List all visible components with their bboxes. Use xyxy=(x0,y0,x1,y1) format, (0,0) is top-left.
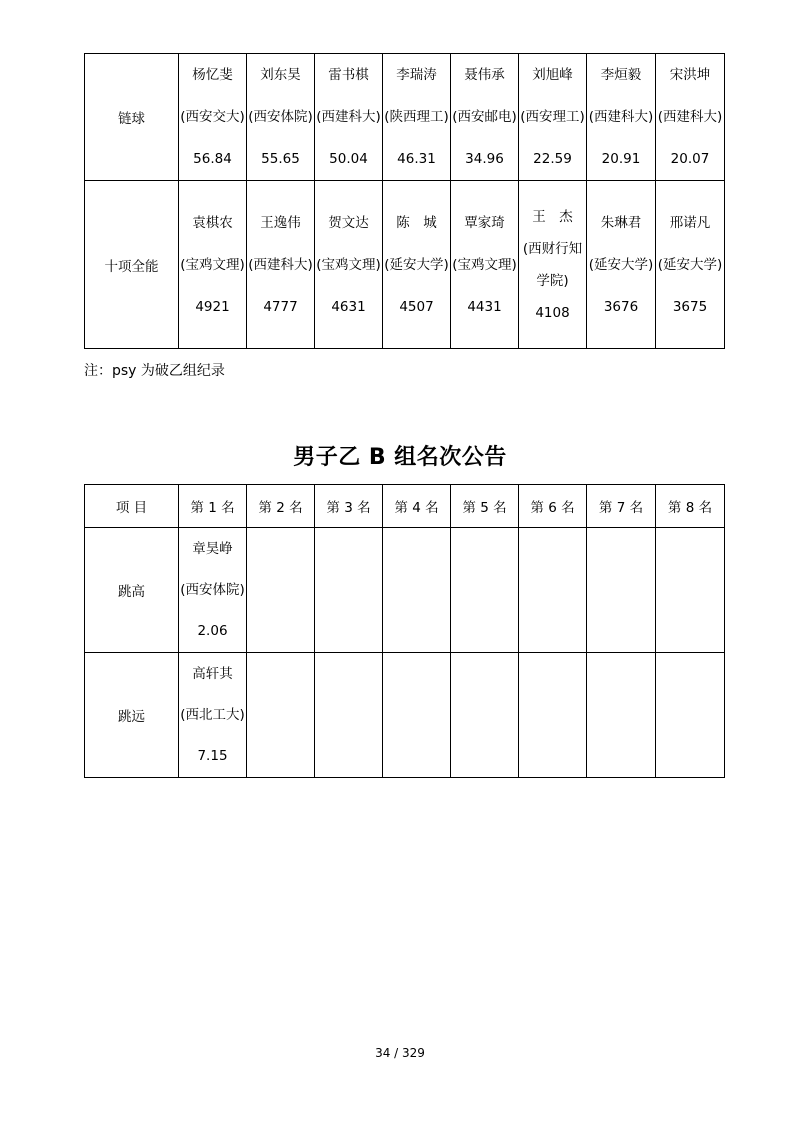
result-cell xyxy=(656,54,725,181)
column-header: 第 8 名 xyxy=(656,485,725,528)
result-cell xyxy=(315,181,383,349)
athlete-unit: (陕西理工) xyxy=(384,109,449,125)
athlete-unit: (西建科大) xyxy=(248,256,313,273)
athlete-mark: 34.96 xyxy=(465,151,504,167)
athlete-unit: (西安理工) xyxy=(520,109,585,125)
athlete-mark: 20.91 xyxy=(601,151,641,167)
athlete-name: 覃家琦 xyxy=(464,214,505,231)
footnote: 注：psy 为破乙组纪录 xyxy=(84,363,225,379)
athlete-mark: 4431 xyxy=(467,298,502,315)
athlete-name: 高轩其 xyxy=(192,665,233,682)
athlete-name: 章昊峥 xyxy=(192,540,233,557)
result-cell xyxy=(315,54,383,181)
column-header: 第 1 名 xyxy=(179,485,247,528)
athlete-name: 王逸伟 xyxy=(260,214,301,231)
athlete-unit: (西建科大) xyxy=(316,109,381,125)
athlete-mark: 2.06 xyxy=(197,622,228,639)
result-cell xyxy=(179,181,247,349)
empty-cell xyxy=(451,528,519,653)
empty-cell xyxy=(315,528,383,653)
athlete-unit: (西建科大) xyxy=(657,109,723,125)
result-cell xyxy=(179,528,247,653)
athlete-unit: (宝鸡文理) xyxy=(316,256,381,273)
athlete-unit: (西安体院) xyxy=(180,581,245,598)
result-cell xyxy=(519,181,587,349)
event-cell: 链球 xyxy=(85,54,179,181)
empty-cell xyxy=(587,653,656,778)
empty-cell xyxy=(587,528,656,653)
result-cell xyxy=(656,181,725,349)
result-cell xyxy=(383,181,451,349)
athlete-name: 贺文达 xyxy=(328,214,369,231)
empty-cell xyxy=(656,528,725,653)
athlete-mark: 7.15 xyxy=(197,747,228,764)
athlete-mark: 50.04 xyxy=(329,151,368,167)
result-cell xyxy=(179,54,247,181)
empty-cell xyxy=(519,653,587,778)
athlete-unit: (宝鸡文理) xyxy=(180,256,245,273)
athlete-name: 刘东昊 xyxy=(260,67,301,83)
athlete-mark: 4108 xyxy=(535,304,570,321)
athlete-unit: (西安交大) xyxy=(180,109,245,125)
result-cell xyxy=(247,181,315,349)
athlete-mark: 20.07 xyxy=(670,151,710,167)
column-header: 第 6 名 xyxy=(519,485,587,528)
athlete-unit: (西建科大) xyxy=(588,109,654,125)
empty-cell xyxy=(247,528,315,653)
empty-cell xyxy=(519,528,587,653)
result-cell xyxy=(451,54,519,181)
athlete-name: 李瑞涛 xyxy=(396,67,437,83)
section-title: 男子乙 B 组名次公告 xyxy=(293,445,507,470)
athlete-unit: (西安体院) xyxy=(248,109,313,125)
column-header: 第 5 名 xyxy=(451,485,519,528)
athlete-mark: 4631 xyxy=(331,298,366,315)
result-cell xyxy=(451,181,519,349)
event-cell: 跳远 xyxy=(85,653,179,778)
column-header: 第 4 名 xyxy=(383,485,451,528)
table-row xyxy=(85,528,725,653)
athlete-name: 宋洪坤 xyxy=(669,67,711,83)
athlete-unit: (宝鸡文理) xyxy=(452,256,517,273)
table-row xyxy=(85,54,725,181)
table-header-row xyxy=(85,485,725,528)
athlete-unit: 学院) xyxy=(536,272,569,289)
table-row xyxy=(85,653,725,778)
result-cell xyxy=(179,653,247,778)
athlete-name: 杨忆斐 xyxy=(192,67,233,83)
athlete-mark: 4777 xyxy=(263,298,298,315)
result-cell xyxy=(247,54,315,181)
column-header: 第 3 名 xyxy=(315,485,383,528)
athlete-name: 聂伟承 xyxy=(464,67,505,83)
athlete-unit: (西北工大) xyxy=(180,706,245,723)
athlete-unit: (延安大学) xyxy=(384,256,449,273)
results-table-continued xyxy=(84,53,725,349)
athlete-mark: 4507 xyxy=(399,298,434,315)
athlete-unit: (延安大学) xyxy=(657,256,723,273)
empty-cell xyxy=(656,653,725,778)
page-number: 34 / 329 xyxy=(375,1046,425,1060)
athlete-name: 雷书棋 xyxy=(328,67,369,83)
athlete-name: 陈 城 xyxy=(396,214,437,231)
event-cell: 十项全能 xyxy=(85,181,179,349)
athlete-mark: 46.31 xyxy=(397,151,436,167)
column-header: 第 7 名 xyxy=(587,485,656,528)
empty-cell xyxy=(383,528,451,653)
result-cell xyxy=(587,181,656,349)
empty-cell xyxy=(383,653,451,778)
event-cell: 跳高 xyxy=(85,528,179,653)
athlete-mark: 22.59 xyxy=(533,151,572,167)
athlete-mark: 4921 xyxy=(195,298,230,315)
empty-cell xyxy=(247,653,315,778)
athlete-name: 朱琳君 xyxy=(600,214,642,231)
athlete-unit: (延安大学) xyxy=(588,256,654,273)
athlete-mark: 3675 xyxy=(672,298,708,315)
empty-cell xyxy=(451,653,519,778)
table-row xyxy=(85,181,725,349)
athlete-unit: (西财行知 xyxy=(522,240,583,257)
result-cell xyxy=(519,54,587,181)
column-header: 项 目 xyxy=(85,485,179,528)
athlete-mark: 55.65 xyxy=(261,151,300,167)
athlete-mark: 3676 xyxy=(603,298,639,315)
column-header: 第 2 名 xyxy=(247,485,315,528)
rankings-table xyxy=(84,484,725,778)
athlete-name: 王 杰 xyxy=(532,208,573,225)
athlete-name: 邢诺凡 xyxy=(669,214,711,231)
result-cell xyxy=(383,54,451,181)
result-cell xyxy=(587,54,656,181)
athlete-mark: 56.84 xyxy=(193,151,232,167)
athlete-name: 袁棋农 xyxy=(192,214,233,231)
athlete-name: 刘旭峰 xyxy=(532,67,573,83)
athlete-unit: (西安邮电) xyxy=(452,109,517,125)
empty-cell xyxy=(315,653,383,778)
athlete-name: 李烜毅 xyxy=(600,67,642,83)
